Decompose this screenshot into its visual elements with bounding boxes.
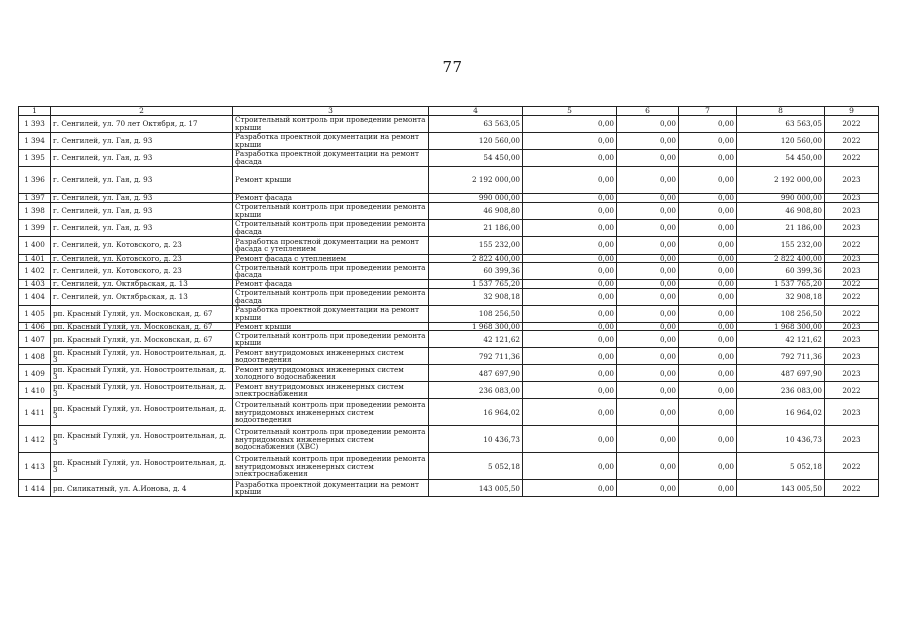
fund-cost-cell: 5 052,18 <box>737 453 825 480</box>
row-number: 1 409 <box>19 365 51 382</box>
total-cost-cell: 42 121,62 <box>429 331 523 348</box>
year-cell: 2022 <box>825 480 879 497</box>
total-cost-cell: 792 711,36 <box>429 348 523 365</box>
fund-cost-cell: 155 232,00 <box>737 236 825 254</box>
cost-cell-col7: 0,00 <box>679 305 737 322</box>
cost-cell-col6: 0,00 <box>617 116 679 133</box>
cost-cell-col5: 0,00 <box>523 331 617 348</box>
cost-cell-col6: 0,00 <box>617 305 679 322</box>
cost-cell-col6: 0,00 <box>617 382 679 399</box>
total-cost-cell: 990 000,00 <box>429 194 523 203</box>
cost-cell-col5: 0,00 <box>523 453 617 480</box>
header-cell: 9 <box>825 107 879 116</box>
work-type-cell: Ремонт фасада <box>233 280 429 289</box>
fund-cost-cell: 10 436,73 <box>737 426 825 453</box>
fund-cost-cell: 487 697,90 <box>737 365 825 382</box>
address-cell: рп. Красный Гуляй, ул. Московская, д. 67 <box>51 322 233 331</box>
cost-cell-col6: 0,00 <box>617 480 679 497</box>
row-number: 1 395 <box>19 150 51 167</box>
work-type-cell: Ремонт внутридомовых инженерных систем холодного водоснабжения <box>233 365 429 382</box>
work-type-cell: Ремонт крыши <box>233 167 429 194</box>
fund-cost-cell: 63 563,05 <box>737 116 825 133</box>
work-type-cell: Ремонт внутридомовых инженерных систем водоотведения <box>233 348 429 365</box>
address-cell: г. Сенгилей, ул. 70 лет Октября, д. 17 <box>51 116 233 133</box>
cost-cell-col5: 0,00 <box>523 305 617 322</box>
cost-cell-col7: 0,00 <box>679 133 737 150</box>
cost-cell-col5: 0,00 <box>523 365 617 382</box>
work-type-cell: Ремонт фасада <box>233 194 429 203</box>
cost-cell-col5: 0,00 <box>523 382 617 399</box>
table-row <box>19 365 879 382</box>
cost-cell-col7: 0,00 <box>679 322 737 331</box>
year-cell: 2022 <box>825 236 879 254</box>
total-cost-cell: 46 908,80 <box>429 202 523 219</box>
total-cost-cell: 108 256,50 <box>429 305 523 322</box>
cost-cell-col5: 0,00 <box>523 399 617 426</box>
row-number: 1 407 <box>19 331 51 348</box>
cost-cell-col6: 0,00 <box>617 331 679 348</box>
total-cost-cell: 2 822 400,00 <box>429 254 523 263</box>
header-cell: 5 <box>523 107 617 116</box>
total-cost-cell: 155 232,00 <box>429 236 523 254</box>
cost-cell-col6: 0,00 <box>617 236 679 254</box>
address-cell: рп. Силикатный, ул. А.Ионова, д. 4 <box>51 480 233 497</box>
header-cell: 2 <box>51 107 233 116</box>
fund-cost-cell: 54 450,00 <box>737 150 825 167</box>
header-cell: 4 <box>429 107 523 116</box>
year-cell: 2023 <box>825 331 879 348</box>
year-cell: 2022 <box>825 150 879 167</box>
table-row <box>19 194 879 203</box>
year-cell: 2022 <box>825 453 879 480</box>
fund-cost-cell: 792 711,36 <box>737 348 825 365</box>
year-cell: 2023 <box>825 426 879 453</box>
address-cell: рп. Красный Гуляй, ул. Новостроительная, д. 3 <box>51 382 233 399</box>
address-cell: рп. Красный Гуляй, ул. Московская, д. 67 <box>51 331 233 348</box>
row-number: 1 398 <box>19 202 51 219</box>
table-body <box>19 116 879 497</box>
fund-cost-cell: 16 964,02 <box>737 399 825 426</box>
total-cost-cell: 63 563,05 <box>429 116 523 133</box>
total-cost-cell: 236 083,00 <box>429 382 523 399</box>
work-type-cell: Ремонт фасада с утеплением <box>233 254 429 263</box>
cost-cell-col7: 0,00 <box>679 254 737 263</box>
address-cell: рп. Красный Гуляй, ул. Новостроительная, д. 3 <box>51 348 233 365</box>
table-row <box>19 150 879 167</box>
page-number: 77 <box>442 58 463 76</box>
work-type-cell: Разработка проектной документации на ремонт крыши <box>233 480 429 497</box>
work-type-cell: Разработка проектной документации на ремонт фасада с утеплением <box>233 236 429 254</box>
table-row <box>19 280 879 289</box>
year-cell: 2023 <box>825 399 879 426</box>
work-type-cell: Строительный контроль при проведении ремонта внутридомовых инженерных систем водоснабжения (ХВС) <box>233 426 429 453</box>
year-cell: 2022 <box>825 288 879 305</box>
total-cost-cell: 143 005,50 <box>429 480 523 497</box>
header-row <box>19 107 879 116</box>
work-type-cell: Ремонт внутридомовых инженерных систем электроснабжения <box>233 382 429 399</box>
fund-cost-cell: 1 537 765,20 <box>737 280 825 289</box>
total-cost-cell: 5 052,18 <box>429 453 523 480</box>
row-number: 1 408 <box>19 348 51 365</box>
row-number: 1 396 <box>19 167 51 194</box>
cost-cell-col6: 0,00 <box>617 322 679 331</box>
work-type-cell: Строительный контроль при проведении ремонта фасада <box>233 288 429 305</box>
table-row <box>19 426 879 453</box>
year-cell: 2022 <box>825 116 879 133</box>
cost-cell-col6: 0,00 <box>617 288 679 305</box>
year-cell: 2023 <box>825 219 879 236</box>
work-type-cell: Ремонт крыши <box>233 322 429 331</box>
cost-cell-col6: 0,00 <box>617 399 679 426</box>
year-cell: 2023 <box>825 365 879 382</box>
work-type-cell: Строительный контроль при проведении ремонта крыши <box>233 331 429 348</box>
total-cost-cell: 54 450,00 <box>429 150 523 167</box>
cost-cell-col5: 0,00 <box>523 194 617 203</box>
total-cost-cell: 487 697,90 <box>429 365 523 382</box>
cost-cell-col7: 0,00 <box>679 331 737 348</box>
cost-cell-col7: 0,00 <box>679 202 737 219</box>
row-number: 1 410 <box>19 382 51 399</box>
header-cell: 1 <box>19 107 51 116</box>
address-cell: г. Сенгилей, ул. Котовского, д. 23 <box>51 236 233 254</box>
cost-cell-col5: 0,00 <box>523 288 617 305</box>
row-number: 1 411 <box>19 399 51 426</box>
table-row <box>19 331 879 348</box>
row-number: 1 400 <box>19 236 51 254</box>
register-table <box>18 106 879 497</box>
address-cell: г. Сенгилей, ул. Октябрьская, д. 13 <box>51 288 233 305</box>
table-row <box>19 288 879 305</box>
table-row <box>19 322 879 331</box>
work-type-cell: Строительный контроль при проведении ремонта фасада <box>233 219 429 236</box>
work-type-cell: Строительный контроль при проведении ремонта крыши <box>233 116 429 133</box>
total-cost-cell: 2 192 000,00 <box>429 167 523 194</box>
year-cell: 2023 <box>825 322 879 331</box>
cost-cell-col7: 0,00 <box>679 480 737 497</box>
cost-cell-col7: 0,00 <box>679 365 737 382</box>
total-cost-cell: 21 186,00 <box>429 219 523 236</box>
cost-cell-col7: 0,00 <box>679 426 737 453</box>
table-row <box>19 453 879 480</box>
cost-cell-col5: 0,00 <box>523 254 617 263</box>
cost-cell-col6: 0,00 <box>617 202 679 219</box>
cost-cell-col7: 0,00 <box>679 348 737 365</box>
cost-cell-col5: 0,00 <box>523 167 617 194</box>
row-number: 1 404 <box>19 288 51 305</box>
cost-cell-col5: 0,00 <box>523 280 617 289</box>
work-type-cell: Строительный контроль при проведении ремонта крыши <box>233 202 429 219</box>
work-type-cell: Строительный контроль при проведении ремонта внутридомовых инженерных систем электроснабжения <box>233 453 429 480</box>
cost-cell-col5: 0,00 <box>523 426 617 453</box>
table-row <box>19 202 879 219</box>
table-row <box>19 219 879 236</box>
row-number: 1 397 <box>19 194 51 203</box>
cost-cell-col6: 0,00 <box>617 280 679 289</box>
address-cell: г. Сенгилей, ул. Котовского, д. 23 <box>51 254 233 263</box>
cost-cell-col5: 0,00 <box>523 219 617 236</box>
address-cell: г. Сенгилей, ул. Гая, д. 93 <box>51 167 233 194</box>
cost-cell-col5: 0,00 <box>523 133 617 150</box>
row-number: 1 394 <box>19 133 51 150</box>
table-row <box>19 167 879 194</box>
header-cell: 6 <box>617 107 679 116</box>
cost-cell-col6: 0,00 <box>617 453 679 480</box>
work-type-cell: Разработка проектной документации на ремонт крыши <box>233 133 429 150</box>
fund-cost-cell: 236 083,00 <box>737 382 825 399</box>
year-cell: 2023 <box>825 167 879 194</box>
table-row <box>19 116 879 133</box>
fund-cost-cell: 990 000,00 <box>737 194 825 203</box>
fund-cost-cell: 46 908,80 <box>737 202 825 219</box>
address-cell: рп. Красный Гуляй, ул. Новостроительная, д. 3 <box>51 399 233 426</box>
total-cost-cell: 10 436,73 <box>429 426 523 453</box>
table-row <box>19 382 879 399</box>
fund-cost-cell: 32 908,18 <box>737 288 825 305</box>
cost-cell-col5: 0,00 <box>523 236 617 254</box>
fund-cost-cell: 21 186,00 <box>737 219 825 236</box>
cost-cell-col6: 0,00 <box>617 263 679 280</box>
address-cell: рп. Красный Гуляй, ул. Московская, д. 67 <box>51 305 233 322</box>
table-row <box>19 263 879 280</box>
year-cell: 2022 <box>825 133 879 150</box>
year-cell: 2022 <box>825 382 879 399</box>
cost-cell-col7: 0,00 <box>679 263 737 280</box>
cost-cell-col5: 0,00 <box>523 116 617 133</box>
cost-cell-col6: 0,00 <box>617 194 679 203</box>
address-cell: г. Сенгилей, ул. Гая, д. 93 <box>51 219 233 236</box>
cost-cell-col7: 0,00 <box>679 280 737 289</box>
table-row <box>19 133 879 150</box>
table-row <box>19 305 879 322</box>
fund-cost-cell: 42 121,62 <box>737 331 825 348</box>
cost-cell-col6: 0,00 <box>617 426 679 453</box>
cost-cell-col7: 0,00 <box>679 382 737 399</box>
fund-cost-cell: 120 560,00 <box>737 133 825 150</box>
cost-cell-col6: 0,00 <box>617 219 679 236</box>
total-cost-cell: 1 968 300,00 <box>429 322 523 331</box>
row-number: 1 412 <box>19 426 51 453</box>
row-number: 1 402 <box>19 263 51 280</box>
cost-cell-col7: 0,00 <box>679 167 737 194</box>
address-cell: г. Сенгилей, ул. Гая, д. 93 <box>51 202 233 219</box>
row-number: 1 401 <box>19 254 51 263</box>
row-number: 1 405 <box>19 305 51 322</box>
total-cost-cell: 120 560,00 <box>429 133 523 150</box>
cost-cell-col7: 0,00 <box>679 150 737 167</box>
year-cell: 2023 <box>825 263 879 280</box>
header-cell: 8 <box>737 107 825 116</box>
cost-cell-col7: 0,00 <box>679 236 737 254</box>
cost-cell-col6: 0,00 <box>617 254 679 263</box>
row-number: 1 399 <box>19 219 51 236</box>
row-number: 1 413 <box>19 453 51 480</box>
work-type-cell: Разработка проектной документации на ремонт крыши <box>233 305 429 322</box>
cost-cell-col7: 0,00 <box>679 453 737 480</box>
cost-cell-col7: 0,00 <box>679 116 737 133</box>
cost-cell-col6: 0,00 <box>617 167 679 194</box>
cost-cell-col5: 0,00 <box>523 480 617 497</box>
row-number: 1 414 <box>19 480 51 497</box>
cost-cell-col6: 0,00 <box>617 150 679 167</box>
cost-cell-col5: 0,00 <box>523 348 617 365</box>
cost-cell-col6: 0,00 <box>617 133 679 150</box>
total-cost-cell: 60 399,36 <box>429 263 523 280</box>
cost-cell-col6: 0,00 <box>617 348 679 365</box>
table-row <box>19 399 879 426</box>
cost-cell-col7: 0,00 <box>679 194 737 203</box>
address-cell: г. Сенгилей, ул. Октябрьская, д. 13 <box>51 280 233 289</box>
row-number: 1 406 <box>19 322 51 331</box>
year-cell: 2023 <box>825 254 879 263</box>
address-cell: рп. Красный Гуляй, ул. Новостроительная, д. 3 <box>51 453 233 480</box>
cost-cell-col7: 0,00 <box>679 288 737 305</box>
header-cell: 3 <box>233 107 429 116</box>
address-cell: г. Сенгилей, ул. Гая, д. 93 <box>51 133 233 150</box>
fund-cost-cell: 2 192 000,00 <box>737 167 825 194</box>
cost-cell-col5: 0,00 <box>523 263 617 280</box>
header-cell: 7 <box>679 107 737 116</box>
cost-cell-col6: 0,00 <box>617 365 679 382</box>
table-row <box>19 254 879 263</box>
year-cell: 2023 <box>825 202 879 219</box>
row-number: 1 393 <box>19 116 51 133</box>
fund-cost-cell: 2 822 400,00 <box>737 254 825 263</box>
table-row <box>19 348 879 365</box>
fund-cost-cell: 1 968 300,00 <box>737 322 825 331</box>
total-cost-cell: 16 964,02 <box>429 399 523 426</box>
fund-cost-cell: 60 399,36 <box>737 263 825 280</box>
address-cell: рп. Красный Гуляй, ул. Новостроительная, д. 3 <box>51 426 233 453</box>
fund-cost-cell: 143 005,50 <box>737 480 825 497</box>
address-cell: г. Сенгилей, ул. Котовского, д. 23 <box>51 263 233 280</box>
work-type-cell: Строительный контроль при проведении ремонта фасада <box>233 263 429 280</box>
cost-cell-col7: 0,00 <box>679 399 737 426</box>
address-cell: г. Сенгилей, ул. Гая, д. 93 <box>51 194 233 203</box>
cost-cell-col5: 0,00 <box>523 322 617 331</box>
year-cell: 2022 <box>825 305 879 322</box>
year-cell: 2023 <box>825 348 879 365</box>
cost-cell-col5: 0,00 <box>523 150 617 167</box>
address-cell: рп. Красный Гуляй, ул. Новостроительная, д. 3 <box>51 365 233 382</box>
row-number: 1 403 <box>19 280 51 289</box>
work-type-cell: Разработка проектной документации на ремонт фасада <box>233 150 429 167</box>
table-row <box>19 236 879 254</box>
year-cell: 2022 <box>825 280 879 289</box>
total-cost-cell: 32 908,18 <box>429 288 523 305</box>
year-cell: 2023 <box>825 194 879 203</box>
total-cost-cell: 1 537 765,20 <box>429 280 523 289</box>
work-type-cell: Строительный контроль при проведении ремонта внутридомовых инженерных систем водоотведения <box>233 399 429 426</box>
fund-cost-cell: 108 256,50 <box>737 305 825 322</box>
table-row <box>19 480 879 497</box>
cost-cell-col7: 0,00 <box>679 219 737 236</box>
address-cell: г. Сенгилей, ул. Гая, д. 93 <box>51 150 233 167</box>
cost-cell-col5: 0,00 <box>523 202 617 219</box>
